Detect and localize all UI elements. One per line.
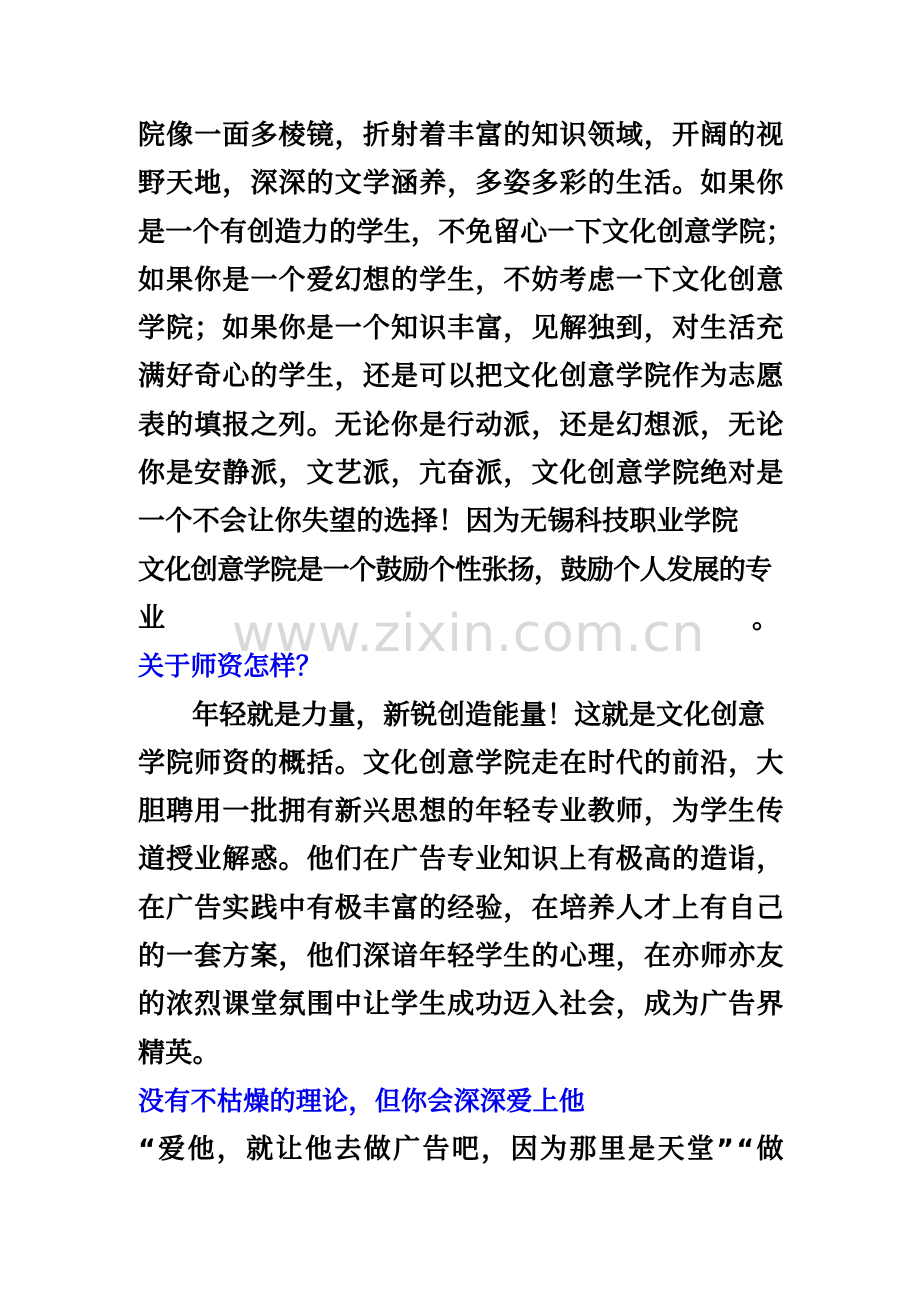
text-line: 学 院 师 资 的 概 括 。 文 化 创 意 学 院 走 在 时 代 的 前 沿 ， 大: [138, 747, 784, 779]
paragraph-advertising-quote: [138, 1126, 784, 1174]
text-line: 在 广 告 实 践 中 有 极 丰 富 的 经 验 ， 在 培 养 人 才 上 有 自 己: [138, 892, 784, 924]
paragraph-end-mark: 。: [752, 604, 779, 635]
text-line: 胆 聘 用 一 批 拥 有 新 兴 思 想 的 年 轻 专 业 教 师 ， 为 学 生 传: [138, 796, 784, 828]
text-line: 年轻就是力量，新锐创造能量！这就是文化创意: [192, 699, 766, 731]
section-heading-faculty: 关于师资怎样？: [138, 652, 323, 683]
text-line: 文化创意学院是一个鼓励个性张扬，鼓励个人发展的专: [138, 554, 772, 586]
text-line: 如 果 你 是 一 个 爱 幻 想 的 学 生 ， 不 妨 考 虑 一 下 文 化 创 意: [138, 264, 784, 296]
text-line: 一个不会让你失望的选择！因为无锡科技职业学院: [138, 506, 739, 538]
text-line: 道 授 业 解 惑 。 他 们 在 广 告 专 业 知 识 上 有 极 高 的 造 诣 ，: [138, 844, 784, 876]
text-line: 是一个有创造力的学生，不免留心一下文化创意学院；: [138, 216, 794, 248]
text-line: 精英。: [138, 1037, 220, 1069]
paragraph-faculty: [138, 692, 784, 1078]
text-column: [138, 112, 794, 1175]
text-line: 野 天 地 ， 深 深 的 文 学 涵 养 ， 多 姿 多 彩 的 生 活 。 如 果 你: [138, 168, 784, 200]
text-line: 学 院 ； 如 果 你 是 一 个 知 识 丰 富 ， 见 解 独 到 ， 对 生 活 充: [138, 313, 784, 345]
paragraph-school-intro: [138, 112, 794, 643]
text-line: 你 是 安 静 派 ， 文 艺 派 ， 亢 奋 派 ， 文 化 创 意 学 院 绝 对 是: [138, 458, 784, 490]
watermark-text: www.zixin.com.cn: [232, 604, 705, 664]
text-line: 满 好 奇 心 的 学 生 ， 还 是 可 以 把 文 化 创 意 学 院 作 为 志 愿: [138, 361, 784, 393]
text-line: “ 爱 他 ， 就 让 他 去 做 广 告 吧 ， 因 为 那 里 是 天 堂 ” “ 做: [138, 1134, 784, 1166]
text-line: 的 一 套 方 案 ， 他 们 深 谙 年 轻 学 生 的 心 理 ， 在 亦 师 亦 友: [138, 941, 784, 973]
section-heading-theory: 没有不枯燥的理论，但你会深深爱上他: [138, 1086, 586, 1117]
text-line: 表 的 填 报 之 列 。 无 论 你 是 行 动 派 ， 还 是 幻 想 派 ， 无 论: [138, 409, 784, 441]
text-line: 院 像 一 面 多 棱 镜 ， 折 射 着 丰 富 的 知 识 领 域 ， 开 阔 的 视: [138, 120, 784, 151]
text-line: 的 浓 烈 课 堂 氛 围 中 让 学 生 成 功 迈 入 社 会 ， 成 为 广 告 界: [138, 989, 784, 1021]
text-line: 业: [138, 602, 166, 634]
